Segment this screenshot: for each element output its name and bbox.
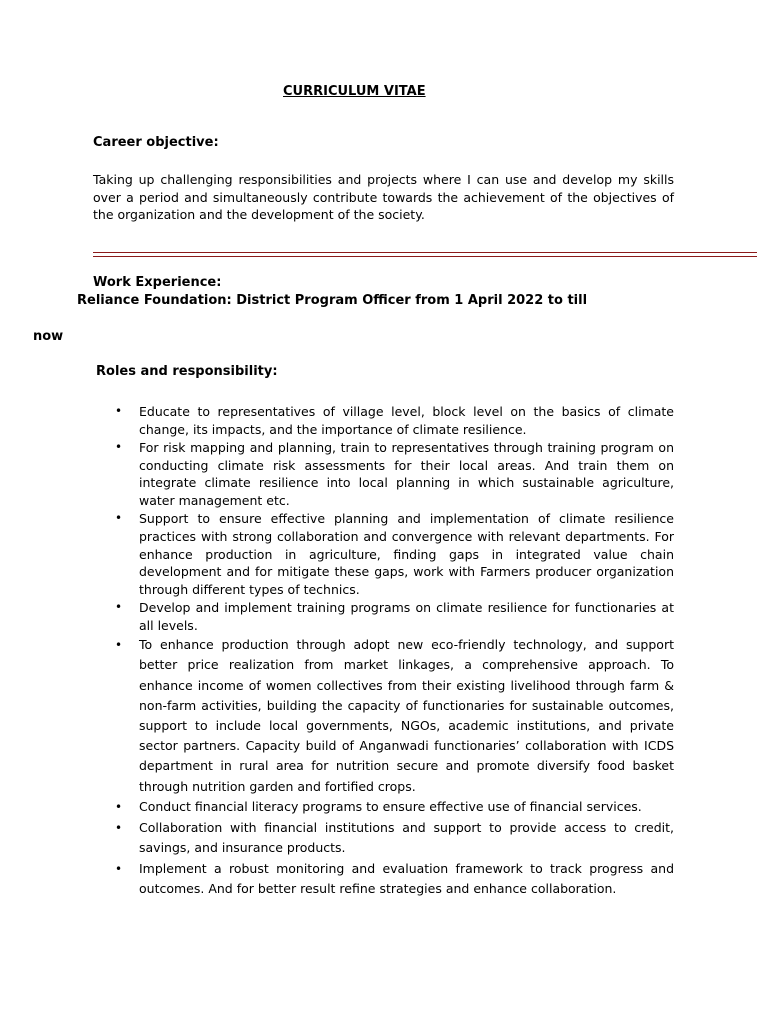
page-title: CURRICULUM VITAE — [283, 84, 426, 99]
career-objective-text: Taking up challenging responsibilities and projects where I can use and develop my skills over a period and simultaneously contribute towards the achievement of the objectives of the organization and the development of the society. — [93, 172, 674, 223]
list-item — [115, 635, 674, 797]
bullet-icon: • — [115, 800, 123, 815]
role-text: Implement a robust monitoring and evaluation framework to track progress and outcomes. And for better result refine strategies and enhance collaboration. — [139, 860, 674, 897]
role-text: Conduct financial literacy programs to ensure effective use of financial services. — [139, 799, 642, 815]
bullet-icon: • — [115, 439, 123, 454]
bullet-icon: • — [115, 511, 123, 526]
list-item — [115, 818, 674, 858]
list-item — [115, 439, 674, 510]
list-item — [115, 510, 674, 599]
roles-list — [115, 403, 674, 900]
bullet-icon: • — [115, 404, 123, 418]
role-text: Support to ensure effective planning and implementation of climate resilience practices with strong collaboration and convergence with relevant departments. For enhance production in agriculture, finding gaps in integrated value chain development and for mitigate these gaps, work with Farmers producer organization through different types of technics. — [139, 511, 674, 598]
list-item — [115, 403, 674, 438]
bullet-icon: • — [115, 861, 123, 876]
bullet-icon: • — [115, 600, 123, 615]
work-experience-heading: Work Experience: — [93, 275, 222, 290]
role-text: For risk mapping and planning, train to representatives through training program on conducting climate risk assessments for their local areas. And train them on integrate climate resilience into local planning in which sustainable agriculture, water management etc. — [139, 439, 674, 509]
list-item — [115, 859, 674, 899]
job-title-line: Reliance Foundation: District Program Officer from 1 April 2022 to till — [77, 293, 588, 308]
job-title-line-wrap: now — [33, 329, 64, 344]
role-text: Educate to representatives of village level, block level on the basics of climate change, its impacts, and the importance of climate resilience. — [139, 404, 674, 437]
bullet-icon: • — [115, 638, 123, 653]
list-item — [115, 797, 674, 817]
roles-heading: Roles and responsibility: — [96, 364, 278, 379]
role-text: Develop and implement training programs on climate resilience for functionaries at all levels. — [139, 600, 674, 633]
career-objective-heading: Career objective: — [93, 135, 219, 150]
list-item — [115, 599, 674, 634]
role-text: To enhance production through adopt new eco-friendly technology, and support better price realization from market linkages, a comprehensive approach. To enhance income of women collectives from their existing livelihood through farm & non-farm activities, building the capacity of functionaries for sustainable outcomes, support to include local governments, NGOs, academic institutions, and private sector partners. Capacity build of Anganwadi functionaries’ collaboration with ICDS department in rural area for nutrition secure and promote diversify food basket through nutrition garden and fortified crops. — [139, 637, 674, 794]
role-text: Collaboration with financial institutions and support to provide access to credit, savings, and insurance products. — [139, 819, 674, 856]
section-divider — [93, 252, 757, 257]
bullet-icon: • — [115, 820, 123, 835]
